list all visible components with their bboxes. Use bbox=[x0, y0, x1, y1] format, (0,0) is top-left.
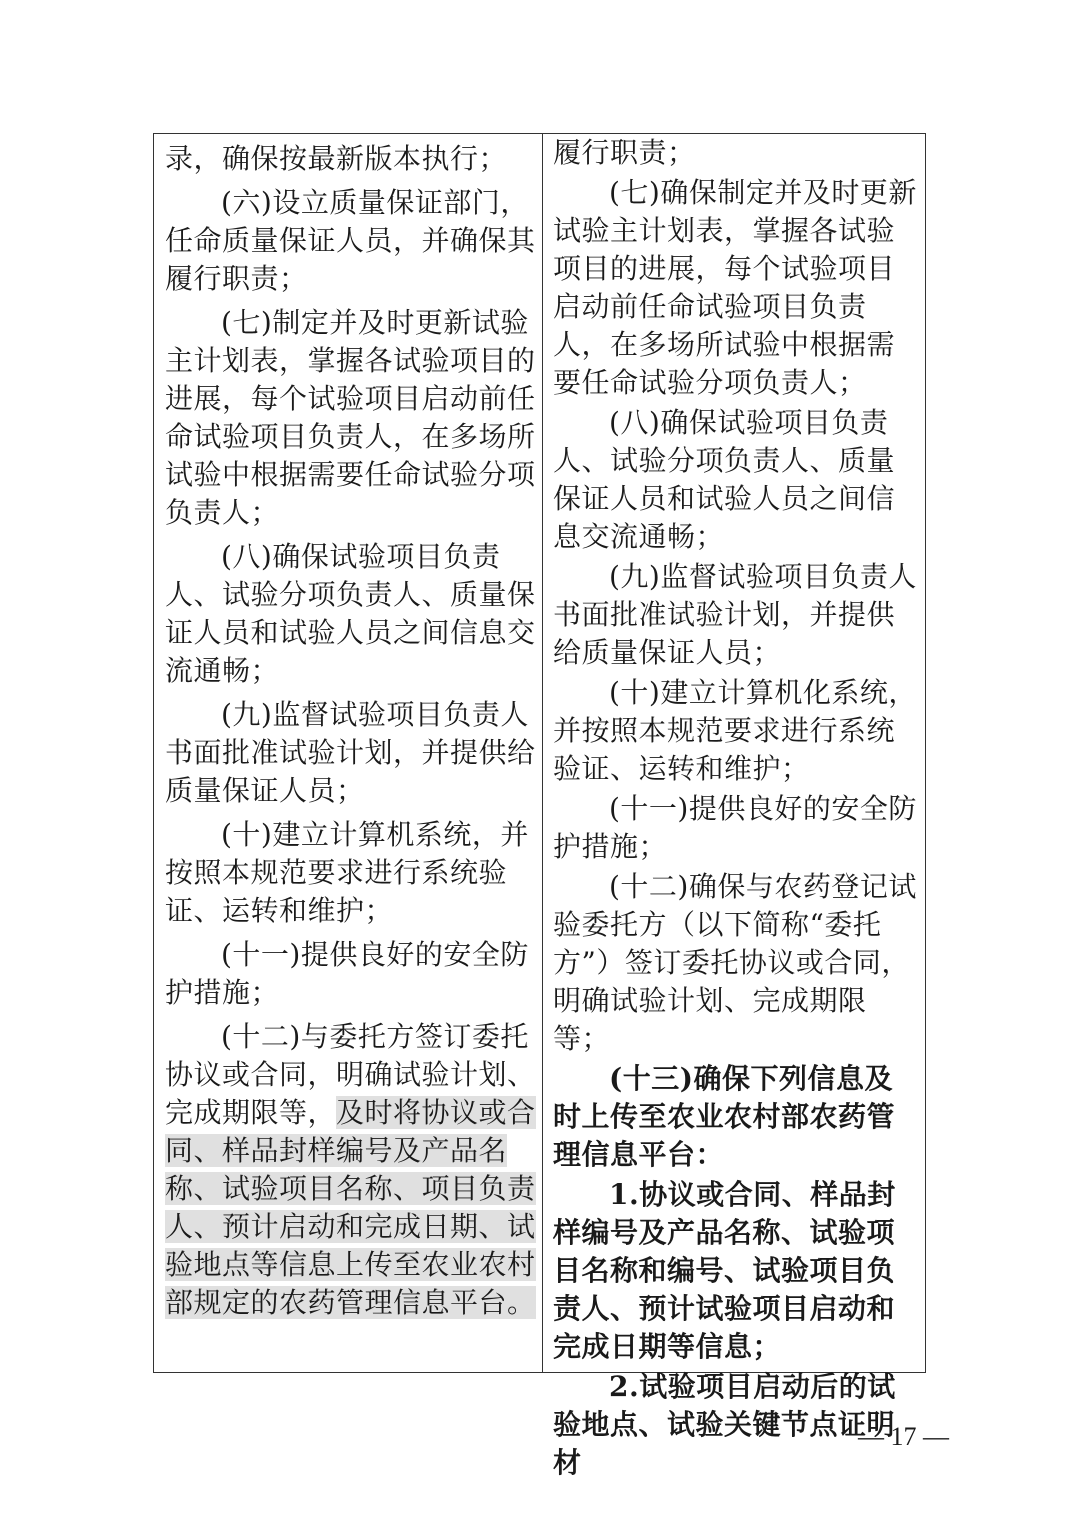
right-paragraph-continuation: 履行职责； bbox=[553, 136, 696, 169]
right-paragraph-11: (十一)提供良好的安全防护措施； bbox=[553, 792, 917, 863]
right-paragraph-10: (十)建立计算机化系统，并按照本规范要求进行系统验证、运转和维护； bbox=[553, 676, 917, 785]
left-column-original-text bbox=[154, 134, 543, 1372]
left-paragraph-12 bbox=[165, 1018, 536, 1322]
left-paragraph-12-highlighted-text: 及时将协议或合同、样品封样编号及产品名称、试验项目名称、项目负责人、预计启动和完成日期、试验地点等信息上传至农业农村部规定的农药管理信息平台。 bbox=[165, 1096, 536, 1319]
right-paragraph-12: (十二)确保与农药登记试验委托方（以下简称“委托方”）签订委托协议或合同，明确试验计划、完成期限等； bbox=[553, 870, 917, 1055]
right-paragraph-9: (九)监督试验项目负责人书面批准试验计划，并提供给质量保证人员； bbox=[553, 560, 917, 669]
page-number: — 17 — bbox=[858, 1422, 949, 1451]
right-paragraph-13-item-2: 2.试验项目启动后的试验地点、试验关键节点证明材 bbox=[553, 1370, 896, 1479]
left-paragraph-11: (十一)提供良好的安全防护措施； bbox=[165, 938, 529, 1009]
right-paragraph-13-item-1: 1.协议或合同、样品封样编号及产品名称、试验项目名称和编号、试验项目负责人、预计试验项目启动和完成日期等信息； bbox=[553, 1178, 896, 1363]
left-paragraph-10: (十)建立计算机系统，并按照本规范要求进行系统验证、运转和维护； bbox=[165, 818, 529, 927]
right-paragraph-13: (十三)确保下列信息及时上传至农业农村部农药管理信息平台： bbox=[553, 1062, 896, 1171]
left-paragraph-7: (七)制定并及时更新试验主计划表，掌握各试验项目的进展，每个试验项目启动前任命试验项目负责人，在多场所试验中根据需要任命试验分项负责人； bbox=[165, 306, 536, 529]
right-paragraph-8: (八)确保试验项目负责人、试验分项负责人、质量保证人员和试验人员之间信息交流通畅； bbox=[553, 406, 896, 553]
right-paragraph-7: (七)确保制定并及时更新试验主计划表，掌握各试验项目的进展，每个试验项目启动前任命试验项目负责人，在多场所试验中根据需要任命试验分项负责人； bbox=[553, 176, 917, 399]
left-paragraph-continuation: 录，确保按最新版本执行； bbox=[165, 142, 508, 175]
left-paragraph-9: (九)监督试验项目负责人书面批准试验计划，并提供给质量保证人员； bbox=[165, 698, 536, 807]
left-paragraph-8: (八)确保试验项目负责人、试验分项负责人、质量保证人员和试验人员之间信息交流通畅； bbox=[165, 540, 536, 687]
left-paragraph-12-text: (十二)与委托方签订委托协议或合同，明确试验计划、完成期限等， bbox=[165, 1020, 536, 1129]
left-paragraph-6: (六)设立质量保证部门，任命质量保证人员，并确保其履行职责； bbox=[165, 186, 536, 295]
